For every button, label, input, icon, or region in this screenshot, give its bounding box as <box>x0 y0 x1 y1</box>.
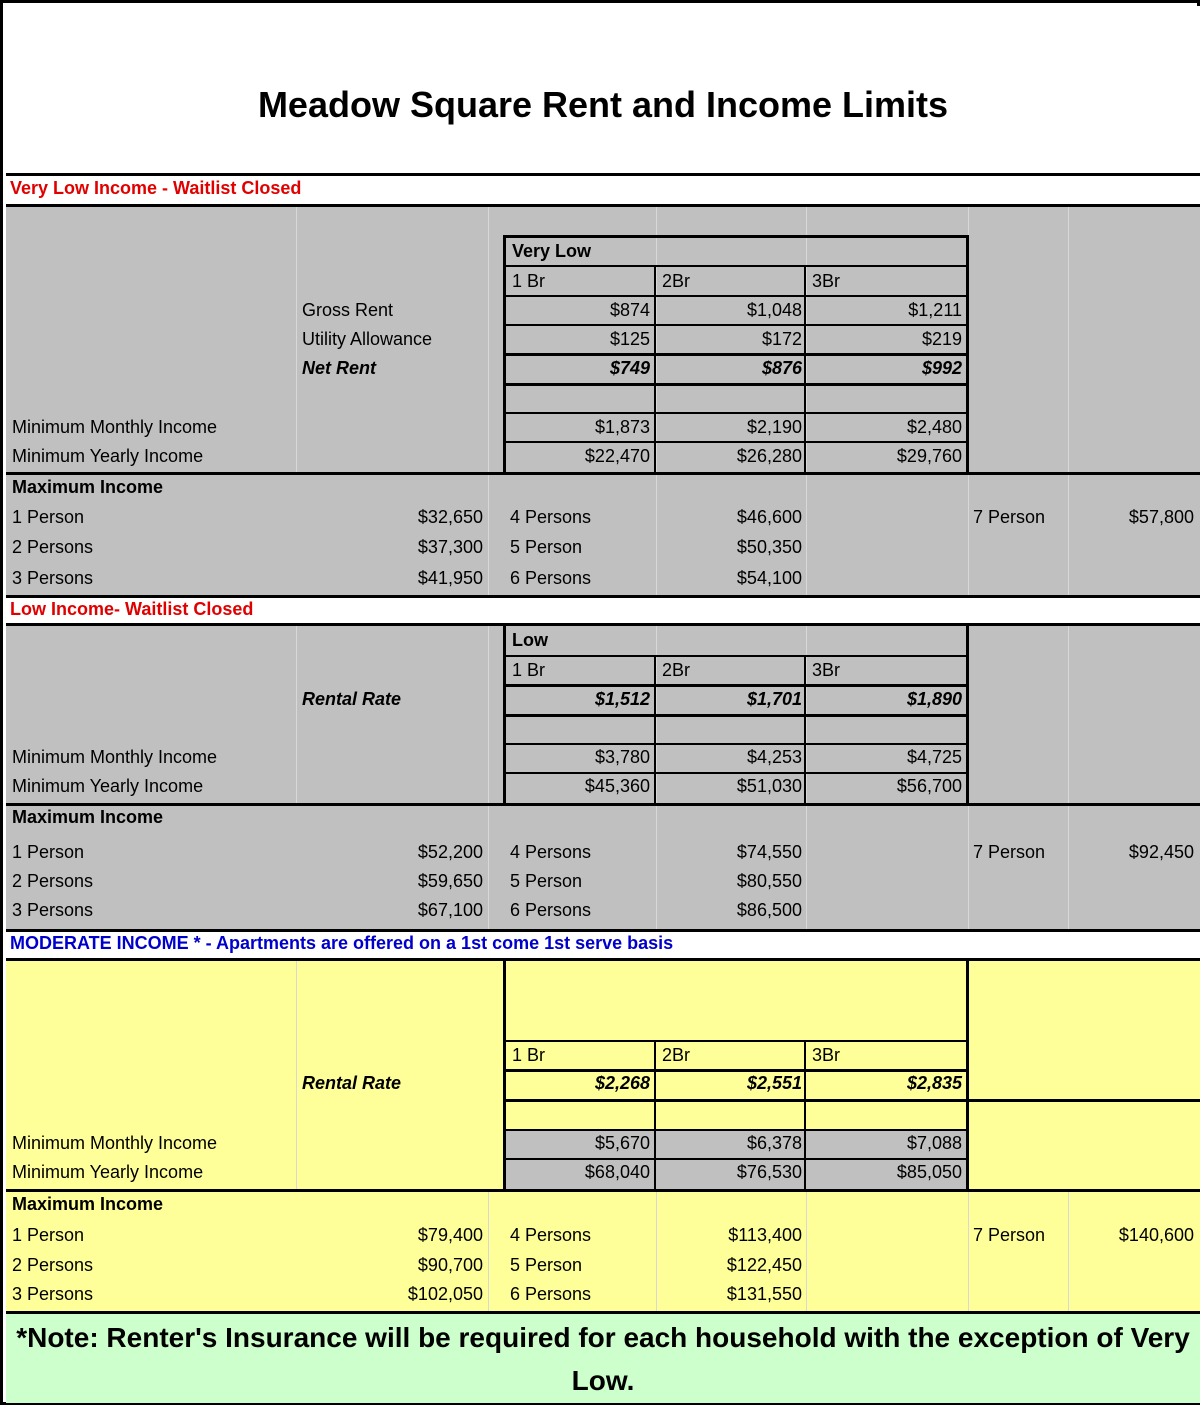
max-1-person: $32,650 <box>417 507 483 527</box>
moderate-min-yearly-label: Minimum Yearly Income <box>12 1162 204 1182</box>
very-low-unit-3br: 3Br <box>812 271 841 291</box>
insurance-note: *Note: Renter's Insurance will be required for each household with the exception of Very Low. <box>6 1311 1200 1403</box>
low-header: Low Income- Waitlist Closed <box>10 599 254 619</box>
low-max-1-person: $52,200 <box>417 842 483 862</box>
moderate-max-5-person-label: 5 Person <box>510 1255 583 1275</box>
moderate-max-6-persons: $131,550 <box>726 1284 802 1304</box>
title-box <box>6 6 1200 173</box>
max-6-persons: $54,100 <box>736 568 802 588</box>
utility-allowance-label: Utility Allowance <box>302 329 433 349</box>
max-2-persons: $37,300 <box>417 537 483 557</box>
max-3-persons-label: 3 Persons <box>12 568 94 588</box>
low-max-6-persons-label: 6 Persons <box>510 900 592 920</box>
moderate-max-7-person-label: 7 Person <box>973 1225 1046 1245</box>
net-rent-3br: $992 <box>921 358 962 378</box>
moderate-rental-rate-label: Rental Rate <box>302 1073 402 1093</box>
very-low-section <box>6 207 1200 595</box>
gross-rent-3br: $1,211 <box>908 300 962 320</box>
min-yearly-2br: $26,280 <box>736 446 802 466</box>
min-monthly-2br: $2,190 <box>746 417 802 437</box>
low-unit-1br: 1 Br <box>512 660 546 680</box>
moderate-unit-3br: 3Br <box>812 1045 841 1065</box>
low-max-4-persons-label: 4 Persons <box>510 842 592 862</box>
low-max-5-person: $80,550 <box>736 871 802 891</box>
min-yearly-3br: $29,760 <box>896 446 962 466</box>
max-4-persons: $46,600 <box>736 507 802 527</box>
moderate-unit-1br: 1 Br <box>512 1045 546 1065</box>
page-title: Meadow Square Rent and Income Limits <box>257 83 949 125</box>
very-low-unit-2br: 2Br <box>662 271 691 291</box>
max-1-person-label: 1 Person <box>12 507 85 527</box>
low-header-band <box>6 595 1200 626</box>
low-max-3-persons: $67,100 <box>417 900 483 920</box>
max-3-persons: $41,950 <box>417 568 483 588</box>
moderate-unit-2br: 2Br <box>662 1045 691 1065</box>
moderate-max-income-label: Maximum Income <box>12 1194 164 1214</box>
min-monthly-label: Minimum Monthly Income <box>12 417 218 437</box>
low-unit-2br: 2Br <box>662 660 691 680</box>
moderate-rental-1br: $2,268 <box>594 1073 650 1093</box>
low-min-monthly-1br: $3,780 <box>594 747 650 767</box>
low-table-title: Low <box>512 630 548 650</box>
low-rental-3br: $1,890 <box>906 689 962 709</box>
max-7-person: $57,800 <box>1128 507 1194 527</box>
low-max-3-persons-label: 3 Persons <box>12 900 94 920</box>
low-max-2-persons: $59,650 <box>417 871 483 891</box>
max-6-persons-label: 6 Persons <box>510 568 592 588</box>
min-yearly-label: Minimum Yearly Income <box>12 446 204 466</box>
low-max-7-person: $92,450 <box>1128 842 1194 862</box>
low-max-7-person-label: 7 Person <box>973 842 1046 862</box>
low-min-yearly-label: Minimum Yearly Income <box>12 776 204 796</box>
moderate-min-yearly-3br: $85,050 <box>896 1162 962 1182</box>
net-rent-2br: $876 <box>761 358 802 378</box>
max-5-person: $50,350 <box>736 537 802 557</box>
moderate-max-3-persons: $102,050 <box>407 1284 483 1304</box>
moderate-max-3-persons-label: 3 Persons <box>12 1284 94 1304</box>
low-max-4-persons: $74,550 <box>736 842 802 862</box>
moderate-rent-table <box>503 961 969 1191</box>
max-2-persons-label: 2 Persons <box>12 537 94 557</box>
moderate-min-monthly-2br: $6,378 <box>746 1133 802 1153</box>
moderate-max-4-persons: $113,400 <box>728 1225 802 1245</box>
utility-1br: $125 <box>609 329 650 349</box>
very-low-unit-1br: 1 Br <box>512 271 546 291</box>
min-monthly-3br: $2,480 <box>906 417 962 437</box>
very-low-header-band <box>6 173 1200 207</box>
net-rent-label: Net Rent <box>302 358 377 378</box>
moderate-rental-3br: $2,835 <box>906 1073 962 1093</box>
moderate-max-2-persons-label: 2 Persons <box>12 1255 94 1275</box>
low-max-5-person-label: 5 Person <box>510 871 583 891</box>
max-5-person-label: 5 Person <box>510 537 583 557</box>
moderate-max-7-person: $140,600 <box>1118 1225 1194 1245</box>
min-monthly-1br: $1,873 <box>594 417 650 437</box>
max-4-persons-label: 4 Persons <box>510 507 592 527</box>
utility-2br: $172 <box>761 329 802 349</box>
low-max-6-persons: $86,500 <box>736 900 802 920</box>
low-rental-rate-label: Rental Rate <box>302 689 402 709</box>
utility-3br: $219 <box>921 329 962 349</box>
moderate-min-monthly-label: Minimum Monthly Income <box>12 1133 218 1153</box>
gross-rent-1br: $874 <box>609 300 650 320</box>
moderate-max-1-person: $79,400 <box>417 1225 483 1245</box>
moderate-min-yearly-1br: $68,040 <box>584 1162 650 1182</box>
moderate-section <box>6 961 1200 1311</box>
moderate-max-1-person-label: 1 Person <box>12 1225 85 1245</box>
low-max-income-label: Maximum Income <box>12 807 164 827</box>
moderate-max-5-person: $122,450 <box>726 1255 802 1275</box>
min-yearly-1br: $22,470 <box>584 446 650 466</box>
max-7-person-label: 7 Person <box>973 507 1046 527</box>
low-section <box>6 626 1200 929</box>
moderate-max-4-persons-label: 4 Persons <box>510 1225 592 1245</box>
low-min-monthly-2br: $4,253 <box>746 747 802 767</box>
moderate-header-band <box>6 929 1200 961</box>
low-min-yearly-1br: $45,360 <box>584 776 650 796</box>
low-unit-3br: 3Br <box>812 660 841 680</box>
net-rent-1br: $749 <box>609 358 650 378</box>
gross-rent-2br: $1,048 <box>746 300 802 320</box>
moderate-header: MODERATE INCOME * - Apartments are offered on a 1st come 1st serve basis <box>10 933 674 953</box>
very-low-header: Very Low Income - Waitlist Closed <box>10 178 302 198</box>
low-max-1-person-label: 1 Person <box>12 842 85 862</box>
low-max-2-persons-label: 2 Persons <box>12 871 94 891</box>
low-min-monthly-3br: $4,725 <box>906 747 962 767</box>
low-min-monthly-label: Minimum Monthly Income <box>12 747 218 767</box>
low-rental-2br: $1,701 <box>746 689 802 709</box>
moderate-max-2-persons: $90,700 <box>417 1255 483 1275</box>
low-min-yearly-3br: $56,700 <box>896 776 962 796</box>
moderate-min-monthly-3br: $7,088 <box>906 1133 962 1153</box>
moderate-min-yearly-2br: $76,530 <box>736 1162 802 1182</box>
low-rental-1br: $1,512 <box>594 689 650 709</box>
moderate-max-6-persons-label: 6 Persons <box>510 1284 592 1304</box>
max-income-label: Maximum Income <box>12 477 164 497</box>
low-min-yearly-2br: $51,030 <box>736 776 802 796</box>
moderate-rental-2br: $2,551 <box>746 1073 802 1093</box>
gross-rent-label: Gross Rent <box>302 300 394 320</box>
moderate-min-monthly-1br: $5,670 <box>594 1133 650 1153</box>
very-low-table-title: Very Low <box>512 241 592 261</box>
